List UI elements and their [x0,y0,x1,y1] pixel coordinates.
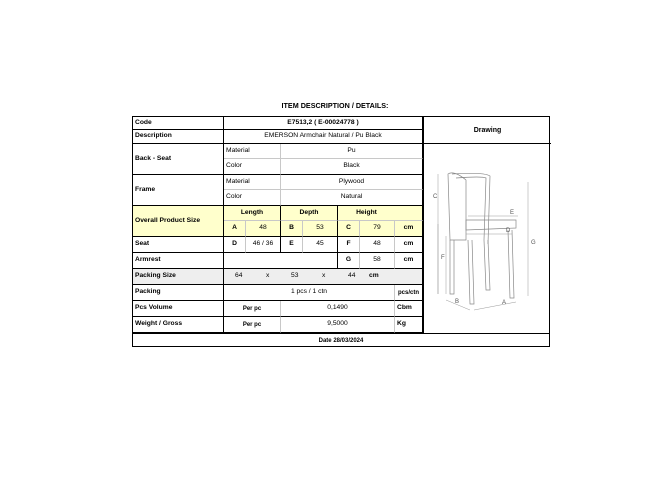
page-title: ITEM DESCRIPTION / DETAILS: [281,101,389,110]
armrest-g-key: G [338,253,360,269]
seat-d-key: D [224,237,246,253]
armrest-unit: cm [395,253,423,269]
drawing-label: Drawing [424,117,551,144]
packing-unit: pcs/ctn [395,285,423,301]
back-seat-material-value: Pu [281,144,423,159]
packing-size-x2: x [322,272,326,280]
packing-size-width: 53 [291,272,299,280]
seat-e-key: E [281,237,303,253]
frame-label: Frame [133,175,224,206]
dim-line-a [474,302,516,310]
packing-size-x1: x [266,272,270,280]
seat-f-key: F [338,237,360,253]
chair-leg-front-left [450,240,454,294]
dim-label-g: G [531,240,536,246]
weight-per: Per pc [224,317,281,333]
back-seat-color-label: Color [224,159,281,175]
overall-c-value: 79 [360,221,395,237]
packing-label: Packing [133,285,224,301]
overall-b-key: B [281,221,303,237]
seat-d-value: 46 / 36 [246,237,281,253]
weight-label: Weight / Gross [133,317,224,333]
depth-header: Depth [281,206,338,221]
weight-value: 9,5000 [281,317,395,333]
chair-backrest [448,173,466,240]
overall-c-key: C [338,221,360,237]
drawing-panel [423,117,551,333]
frame-color-label: Color [224,190,281,206]
frame-material-value: Plywood [281,175,423,190]
packing-size-height: 44 [348,272,356,280]
frame-color-value: Natural [281,190,423,206]
overall-a-value: 48 [246,221,281,237]
pcs-volume-unit: Cbm [395,301,423,317]
pcs-volume-label: Pcs Volume [133,301,224,317]
dim-label-d: D [506,228,511,234]
back-seat-label: Back - Seat [133,144,224,175]
code-label: Code [133,117,224,130]
dim-label-f: F [441,255,445,261]
height-header: Height [338,206,395,221]
armrest-empty [224,253,338,269]
item-details-table [132,116,550,347]
overall-size-label: Overall Product Size [133,206,224,237]
chair-leg-back-right [508,230,514,298]
code-value: E7513,2 ( E-00024778 ) [224,117,423,130]
pcs-volume-value: 0,1490 [281,301,395,317]
description-label: Description [133,130,224,144]
overall-a-key: A [224,221,246,237]
packing-size-label: Packing Size [133,269,224,285]
dim-label-e: E [510,210,515,216]
packing-size-length: 64 [235,272,243,280]
chair-leg-front-right [468,240,474,304]
date-footer: Date 28/03/2024 [133,333,549,347]
pcs-volume-per: Per pc [224,301,281,317]
seat-unit: cm [395,237,423,253]
packing-size-unit: cm [369,272,379,280]
weight-unit: Kg [395,317,423,333]
armrest-label: Armrest [133,253,224,269]
dim-label-c: C [433,194,438,200]
overall-b-value: 53 [303,221,338,237]
chair-drawing [424,144,551,332]
dim-label-a: A [502,300,507,306]
seat-label: Seat [133,237,224,253]
overall-header-filler [395,206,423,221]
packing-value: 1 pcs / 1 ctn [224,285,395,301]
dim-label-b: B [455,299,460,305]
seat-e-value: 45 [303,237,338,253]
seat-f-value: 48 [360,237,395,253]
armrest-g-value: 58 [360,253,395,269]
length-header: Length [224,206,281,221]
frame-material-label: Material [224,175,281,190]
packing-size-row [224,269,423,285]
back-seat-color-value: Black [281,159,423,175]
description-value: EMERSON Armchair Natural / Pu Black [224,130,423,144]
chair-leg-back-left [484,240,490,290]
overall-unit: cm [395,221,423,237]
back-seat-material-label: Material [224,144,281,159]
